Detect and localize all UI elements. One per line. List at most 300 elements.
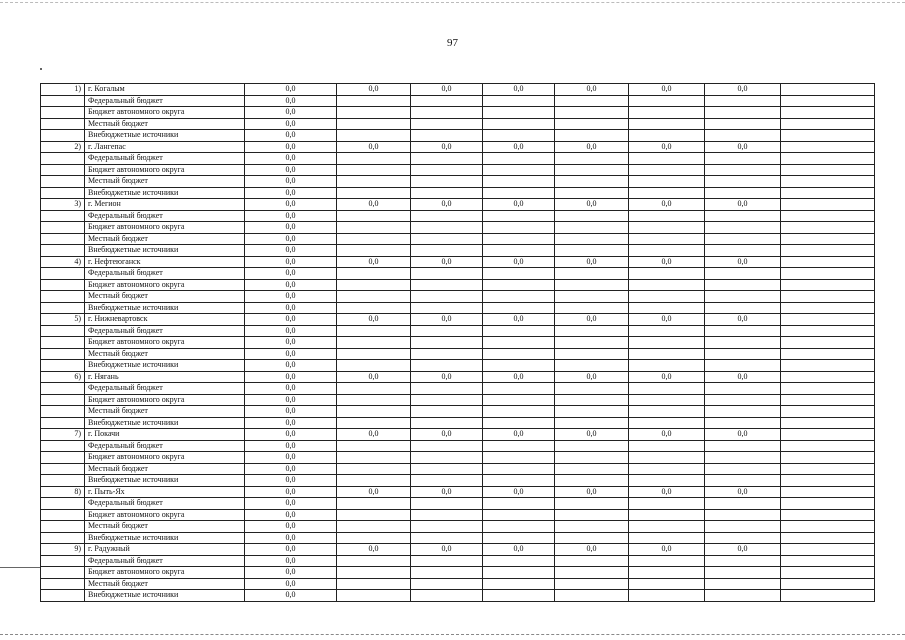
empty-cell — [705, 291, 781, 303]
year-value: 0,0 — [629, 256, 705, 268]
empty-cell — [337, 463, 411, 475]
funding-source-value: 0,0 — [245, 291, 337, 303]
row-index-empty — [41, 440, 85, 452]
table-row — [41, 440, 875, 452]
funding-source-label: Бюджет автономного округа — [85, 394, 245, 406]
empty-cell — [781, 360, 875, 372]
row-index-empty — [41, 337, 85, 349]
funding-source-value: 0,0 — [245, 567, 337, 579]
funding-source-label: Внебюджетные источники — [85, 417, 245, 429]
table-row — [41, 348, 875, 360]
empty-cell — [705, 233, 781, 245]
funding-source-value: 0,0 — [245, 245, 337, 257]
row-index-empty — [41, 555, 85, 567]
table-row — [41, 544, 875, 556]
empty-cell — [781, 394, 875, 406]
empty-cell — [483, 325, 555, 337]
table-row — [41, 141, 875, 153]
empty-cell — [337, 95, 411, 107]
empty-cell — [705, 555, 781, 567]
funding-source-label: Федеральный бюджет — [85, 95, 245, 107]
empty-cell — [483, 555, 555, 567]
empty-cell — [705, 130, 781, 142]
empty-cell — [781, 118, 875, 130]
table-row — [41, 337, 875, 349]
empty-cell — [483, 164, 555, 176]
row-index-empty — [41, 590, 85, 602]
funding-source-value: 0,0 — [245, 279, 337, 291]
empty-cell — [629, 360, 705, 372]
empty-cell — [629, 222, 705, 234]
empty-cell — [705, 360, 781, 372]
empty-cell — [483, 153, 555, 165]
empty-cell — [629, 153, 705, 165]
funding-source-label: Бюджет автономного округа — [85, 337, 245, 349]
table-row — [41, 268, 875, 280]
funding-source-label: Бюджет автономного округа — [85, 509, 245, 521]
table-row — [41, 325, 875, 337]
empty-cell — [781, 521, 875, 533]
empty-cell — [337, 279, 411, 291]
row-index: 2) — [41, 141, 85, 153]
empty-cell — [555, 268, 629, 280]
empty-cell — [705, 417, 781, 429]
empty-cell — [411, 475, 483, 487]
funding-source-label: Федеральный бюджет — [85, 555, 245, 567]
empty-cell — [483, 176, 555, 188]
empty-cell — [555, 360, 629, 372]
table-row — [41, 383, 875, 395]
row-index: 9) — [41, 544, 85, 556]
empty-cell — [555, 164, 629, 176]
funding-source-value: 0,0 — [245, 268, 337, 280]
funding-source-label: Местный бюджет — [85, 118, 245, 130]
empty-cell — [781, 406, 875, 418]
funding-source-value: 0,0 — [245, 302, 337, 314]
year-value: 0,0 — [705, 371, 781, 383]
empty-cell — [781, 440, 875, 452]
row-index-empty — [41, 498, 85, 510]
empty-cell — [337, 475, 411, 487]
funding-source-label: Местный бюджет — [85, 521, 245, 533]
year-value: 0,0 — [411, 314, 483, 326]
empty-cell — [555, 383, 629, 395]
empty-cell — [629, 532, 705, 544]
empty-cell — [411, 302, 483, 314]
table-row — [41, 210, 875, 222]
empty-cell — [705, 463, 781, 475]
empty-cell — [629, 555, 705, 567]
empty-cell — [555, 348, 629, 360]
year-value: 0,0 — [555, 314, 629, 326]
empty-cell — [411, 406, 483, 418]
funding-source-value: 0,0 — [245, 210, 337, 222]
empty-cell — [629, 383, 705, 395]
funding-source-label: Внебюджетные источники — [85, 245, 245, 257]
row-index-empty — [41, 153, 85, 165]
empty-cell — [411, 452, 483, 464]
empty-cell — [411, 567, 483, 579]
total-value: 0,0 — [245, 371, 337, 383]
empty-cell — [781, 337, 875, 349]
table-row — [41, 394, 875, 406]
empty-cell — [555, 578, 629, 590]
empty-cell — [555, 118, 629, 130]
year-value: 0,0 — [483, 314, 555, 326]
empty-cell — [483, 475, 555, 487]
notes-cell — [781, 486, 875, 498]
funding-source-value: 0,0 — [245, 440, 337, 452]
table-row — [41, 118, 875, 130]
row-index-empty — [41, 325, 85, 337]
row-index-empty — [41, 521, 85, 533]
year-value: 0,0 — [705, 486, 781, 498]
year-value: 0,0 — [555, 371, 629, 383]
funding-source-label: Федеральный бюджет — [85, 268, 245, 280]
year-value: 0,0 — [555, 429, 629, 441]
funding-source-label: Федеральный бюджет — [85, 440, 245, 452]
year-value: 0,0 — [337, 544, 411, 556]
empty-cell — [411, 233, 483, 245]
city-name: г. Лангепас — [85, 141, 245, 153]
empty-cell — [781, 153, 875, 165]
row-index-empty — [41, 130, 85, 142]
funding-source-label: Федеральный бюджет — [85, 325, 245, 337]
empty-cell — [705, 95, 781, 107]
empty-cell — [411, 95, 483, 107]
empty-cell — [705, 567, 781, 579]
funding-source-label: Бюджет автономного округа — [85, 222, 245, 234]
table-row — [41, 486, 875, 498]
top-scan-edge — [0, 2, 905, 3]
year-value: 0,0 — [337, 429, 411, 441]
empty-cell — [483, 302, 555, 314]
empty-cell — [629, 463, 705, 475]
empty-cell — [555, 107, 629, 119]
empty-cell — [337, 521, 411, 533]
empty-cell — [629, 187, 705, 199]
row-index-empty — [41, 107, 85, 119]
notes-cell — [781, 141, 875, 153]
empty-cell — [629, 268, 705, 280]
empty-cell — [555, 463, 629, 475]
empty-cell — [411, 176, 483, 188]
empty-cell — [483, 406, 555, 418]
empty-cell — [411, 268, 483, 280]
empty-cell — [555, 590, 629, 602]
notes-cell — [781, 84, 875, 96]
empty-cell — [483, 360, 555, 372]
empty-cell — [705, 475, 781, 487]
empty-cell — [337, 222, 411, 234]
total-value: 0,0 — [245, 429, 337, 441]
empty-cell — [483, 187, 555, 199]
year-value: 0,0 — [483, 544, 555, 556]
empty-cell — [555, 325, 629, 337]
empty-cell — [781, 475, 875, 487]
empty-cell — [337, 245, 411, 257]
empty-cell — [411, 187, 483, 199]
year-value: 0,0 — [555, 141, 629, 153]
city-name: г. Нефтеюганск — [85, 256, 245, 268]
funding-source-label: Бюджет автономного округа — [85, 567, 245, 579]
row-index-empty — [41, 187, 85, 199]
empty-cell — [337, 360, 411, 372]
empty-cell — [705, 107, 781, 119]
year-value: 0,0 — [483, 429, 555, 441]
empty-cell — [705, 406, 781, 418]
funding-source-label: Внебюджетные источники — [85, 130, 245, 142]
row-index-empty — [41, 222, 85, 234]
funding-source-value: 0,0 — [245, 383, 337, 395]
empty-cell — [483, 107, 555, 119]
empty-cell — [781, 164, 875, 176]
row-index: 6) — [41, 371, 85, 383]
row-index-empty — [41, 475, 85, 487]
funding-source-value: 0,0 — [245, 325, 337, 337]
empty-cell — [705, 279, 781, 291]
funding-source-label: Местный бюджет — [85, 406, 245, 418]
empty-cell — [411, 555, 483, 567]
empty-cell — [705, 302, 781, 314]
empty-cell — [629, 590, 705, 602]
table-row — [41, 291, 875, 303]
year-value: 0,0 — [337, 141, 411, 153]
empty-cell — [629, 406, 705, 418]
empty-cell — [781, 555, 875, 567]
year-value: 0,0 — [411, 199, 483, 211]
table-row — [41, 279, 875, 291]
empty-cell — [705, 153, 781, 165]
empty-cell — [705, 394, 781, 406]
funding-source-value: 0,0 — [245, 509, 337, 521]
table-row — [41, 233, 875, 245]
year-value: 0,0 — [705, 314, 781, 326]
funding-source-label: Федеральный бюджет — [85, 498, 245, 510]
city-name: г. Нижневартовск — [85, 314, 245, 326]
year-value: 0,0 — [411, 544, 483, 556]
table-row — [41, 153, 875, 165]
funding-source-label: Внебюджетные источники — [85, 187, 245, 199]
table-row — [41, 578, 875, 590]
empty-cell — [629, 325, 705, 337]
empty-cell — [337, 440, 411, 452]
row-index-empty — [41, 406, 85, 418]
empty-cell — [629, 302, 705, 314]
total-value: 0,0 — [245, 199, 337, 211]
empty-cell — [555, 532, 629, 544]
empty-cell — [483, 210, 555, 222]
empty-cell — [781, 383, 875, 395]
empty-cell — [781, 567, 875, 579]
year-value: 0,0 — [337, 256, 411, 268]
empty-cell — [781, 325, 875, 337]
empty-cell — [411, 578, 483, 590]
empty-cell — [629, 164, 705, 176]
funding-source-label: Местный бюджет — [85, 578, 245, 590]
year-value: 0,0 — [629, 544, 705, 556]
empty-cell — [555, 302, 629, 314]
funding-source-label: Внебюджетные источники — [85, 475, 245, 487]
empty-cell — [781, 532, 875, 544]
empty-cell — [555, 176, 629, 188]
empty-cell — [781, 187, 875, 199]
city-name: г. Мегион — [85, 199, 245, 211]
row-index-empty — [41, 302, 85, 314]
empty-cell — [555, 452, 629, 464]
table-row — [41, 555, 875, 567]
empty-cell — [705, 532, 781, 544]
empty-cell — [411, 532, 483, 544]
empty-cell — [411, 325, 483, 337]
empty-cell — [555, 233, 629, 245]
empty-cell — [411, 279, 483, 291]
empty-cell — [411, 348, 483, 360]
city-name: г. Пыть-Ях — [85, 486, 245, 498]
empty-cell — [555, 337, 629, 349]
table-row — [41, 314, 875, 326]
empty-cell — [629, 176, 705, 188]
empty-cell — [781, 302, 875, 314]
funding-source-value: 0,0 — [245, 360, 337, 372]
row-index-empty — [41, 279, 85, 291]
empty-cell — [705, 176, 781, 188]
empty-cell — [705, 268, 781, 280]
empty-cell — [781, 210, 875, 222]
empty-cell — [705, 452, 781, 464]
funding-source-label: Местный бюджет — [85, 291, 245, 303]
empty-cell — [629, 440, 705, 452]
table-row — [41, 199, 875, 211]
empty-cell — [629, 567, 705, 579]
empty-cell — [705, 348, 781, 360]
bottom-scan-edge — [0, 634, 905, 635]
funding-source-label: Местный бюджет — [85, 463, 245, 475]
row-index-empty — [41, 417, 85, 429]
empty-cell — [411, 440, 483, 452]
row-index: 3) — [41, 199, 85, 211]
year-value: 0,0 — [337, 486, 411, 498]
year-value: 0,0 — [411, 371, 483, 383]
empty-cell — [337, 555, 411, 567]
row-index-empty — [41, 233, 85, 245]
empty-cell — [337, 406, 411, 418]
empty-cell — [629, 394, 705, 406]
empty-cell — [337, 337, 411, 349]
year-value: 0,0 — [483, 371, 555, 383]
empty-cell — [705, 509, 781, 521]
empty-cell — [411, 118, 483, 130]
funding-source-value: 0,0 — [245, 578, 337, 590]
empty-cell — [483, 440, 555, 452]
empty-cell — [337, 417, 411, 429]
funding-source-label: Местный бюджет — [85, 233, 245, 245]
table-row — [41, 222, 875, 234]
table-row — [41, 130, 875, 142]
funding-source-label: Местный бюджет — [85, 176, 245, 188]
total-value: 0,0 — [245, 256, 337, 268]
funding-source-label: Бюджет автономного округа — [85, 164, 245, 176]
empty-cell — [483, 521, 555, 533]
empty-cell — [483, 233, 555, 245]
empty-cell — [629, 245, 705, 257]
empty-cell — [337, 383, 411, 395]
table-row — [41, 245, 875, 257]
empty-cell — [781, 245, 875, 257]
empty-cell — [411, 360, 483, 372]
row-index-empty — [41, 394, 85, 406]
empty-cell — [781, 498, 875, 510]
empty-cell — [337, 578, 411, 590]
funding-source-value: 0,0 — [245, 107, 337, 119]
table-row — [41, 371, 875, 383]
empty-cell — [781, 463, 875, 475]
empty-cell — [629, 130, 705, 142]
scan-dot — [40, 68, 42, 70]
empty-cell — [781, 348, 875, 360]
funding-source-value: 0,0 — [245, 406, 337, 418]
empty-cell — [705, 498, 781, 510]
row-index-empty — [41, 452, 85, 464]
year-value: 0,0 — [483, 199, 555, 211]
year-value: 0,0 — [629, 199, 705, 211]
empty-cell — [781, 130, 875, 142]
empty-cell — [781, 509, 875, 521]
empty-cell — [555, 153, 629, 165]
row-index-empty — [41, 118, 85, 130]
funding-source-value: 0,0 — [245, 452, 337, 464]
empty-cell — [781, 268, 875, 280]
empty-cell — [483, 95, 555, 107]
empty-cell — [483, 291, 555, 303]
year-value: 0,0 — [705, 141, 781, 153]
year-value: 0,0 — [629, 84, 705, 96]
year-value: 0,0 — [555, 256, 629, 268]
funding-source-label: Федеральный бюджет — [85, 210, 245, 222]
empty-cell — [555, 475, 629, 487]
empty-cell — [483, 337, 555, 349]
total-value: 0,0 — [245, 486, 337, 498]
empty-cell — [555, 521, 629, 533]
row-index-empty — [41, 348, 85, 360]
empty-cell — [629, 291, 705, 303]
row-index-empty — [41, 532, 85, 544]
funding-source-value: 0,0 — [245, 153, 337, 165]
table-row — [41, 164, 875, 176]
year-value: 0,0 — [337, 199, 411, 211]
year-value: 0,0 — [629, 141, 705, 153]
empty-cell — [555, 222, 629, 234]
row-index-empty — [41, 245, 85, 257]
city-name: г. Радужный — [85, 544, 245, 556]
empty-cell — [483, 268, 555, 280]
table-row — [41, 84, 875, 96]
empty-cell — [705, 325, 781, 337]
empty-cell — [483, 383, 555, 395]
year-value: 0,0 — [337, 314, 411, 326]
empty-cell — [705, 164, 781, 176]
empty-cell — [411, 107, 483, 119]
empty-cell — [555, 406, 629, 418]
empty-cell — [337, 210, 411, 222]
empty-cell — [629, 417, 705, 429]
row-index: 7) — [41, 429, 85, 441]
empty-cell — [483, 509, 555, 521]
empty-cell — [629, 348, 705, 360]
funding-source-value: 0,0 — [245, 394, 337, 406]
empty-cell — [411, 222, 483, 234]
funding-source-value: 0,0 — [245, 176, 337, 188]
